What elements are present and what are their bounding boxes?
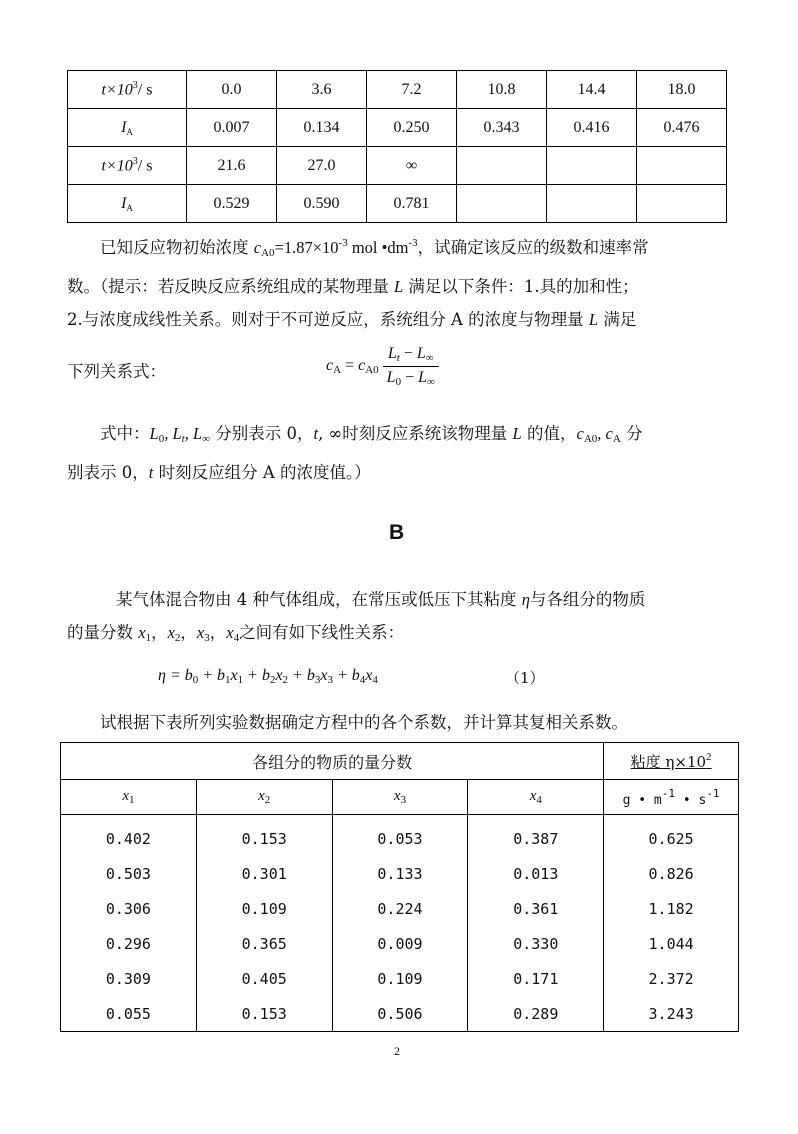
subscript: A0: [365, 364, 379, 377]
table-cell: 0.590: [277, 185, 367, 223]
viscosity-cell: 0.826: [604, 856, 739, 891]
viscosity-cell: 1.182: [604, 891, 739, 926]
group-header: 各组分的物质的量分数: [61, 743, 604, 780]
subscript: 1: [237, 674, 244, 686]
text: 的值，: [521, 424, 577, 443]
text: 满足: [598, 310, 637, 329]
separator: ，: [180, 623, 197, 642]
table-row: [68, 147, 727, 185]
symbol-t: t: [148, 463, 154, 482]
table-cell: 0.416: [547, 109, 637, 147]
subscript: 2: [282, 674, 289, 686]
subscript: 2: [269, 674, 276, 686]
equals-sign: =: [341, 357, 359, 375]
text: 满足以下条件：1.具的加和性；: [403, 277, 639, 296]
symbol-c: c: [326, 357, 334, 375]
symbol-explanation-paragraph: [67, 417, 737, 489]
text: 与各组分的物质: [529, 590, 646, 609]
subscript: A: [333, 364, 342, 377]
symbol-L: L: [418, 369, 427, 386]
symbol-x: x: [320, 667, 328, 684]
exponent: -3: [408, 237, 418, 249]
symbol-L: L: [394, 277, 404, 296]
table-row: [61, 961, 739, 996]
equation-number: （1）: [505, 669, 545, 687]
unit-text: g • m: [622, 792, 662, 808]
minus: −: [399, 345, 417, 362]
mole-fraction-cell: 0.306: [61, 891, 197, 926]
fraction: [383, 345, 439, 388]
text: 分别表示 0，: [209, 424, 314, 443]
table-cell: [457, 147, 547, 185]
subscript: ∞: [427, 376, 435, 388]
mole-fraction-cell: 0.109: [332, 961, 468, 996]
mole-fraction-cell: 0.171: [468, 961, 604, 996]
subscript: 1: [225, 674, 231, 686]
ia-label: I: [121, 194, 127, 212]
mole-fraction-cell: 0.309: [61, 961, 197, 996]
subscript: t: [396, 352, 400, 364]
viscosity-header: [604, 743, 739, 780]
table-cell: 27.0: [277, 147, 367, 185]
viscosity-header-text: 粘度 η×10: [630, 752, 707, 771]
symbol-x: x: [122, 788, 129, 804]
mole-fraction-cell: 0.109: [196, 891, 332, 926]
symbol-L: L: [387, 345, 397, 362]
mole-fraction-cell: 0.153: [196, 815, 332, 857]
text: 式中：: [100, 424, 150, 443]
symbol-L: , L: [164, 424, 182, 443]
term: + b: [198, 667, 226, 684]
subscript: 4: [536, 794, 542, 806]
subscript: 4: [233, 632, 240, 644]
symbol-x: x: [226, 623, 234, 642]
time-header: [68, 147, 187, 185]
exponent: 3: [132, 155, 138, 167]
page-number: 2: [394, 1044, 400, 1058]
table-cell: 3.6: [277, 71, 367, 109]
unit: / s: [137, 81, 153, 99]
symbol-t: t: [313, 424, 319, 443]
symbol-L: , L: [184, 424, 203, 443]
table-cell: [547, 185, 637, 223]
text: 下列关系式：: [67, 362, 166, 381]
separator: ，: [209, 623, 227, 642]
table-cell: 7.2: [367, 71, 457, 109]
subscript: 3: [327, 674, 333, 686]
symbol-c: c: [576, 424, 584, 443]
symbol-c: , c: [597, 424, 613, 443]
viscosity-cell: 0.625: [604, 815, 739, 857]
table-cell: 18.0: [637, 71, 727, 109]
term: + b: [332, 667, 360, 684]
table-cell: 0.0: [187, 71, 277, 109]
table-row: [68, 109, 727, 147]
symbol-c: c: [253, 238, 262, 257]
mole-fraction-cell: 0.053: [332, 815, 468, 857]
viscosity-cell: 2.372: [604, 961, 739, 996]
mole-fraction-cell: 0.405: [196, 961, 332, 996]
symbol-c: c: [358, 357, 366, 375]
mixture-description-paragraph: [67, 583, 737, 655]
given-conditions-paragraph: [67, 227, 737, 336]
table-cell: 0.529: [187, 185, 277, 223]
text: 2.与浓度成线性关系。则对于不可逆反应，系统组分 A 的浓度与物理量: [67, 310, 589, 329]
mole-fraction-cell: 0.055: [61, 996, 197, 1032]
subscript: A0: [261, 247, 275, 259]
table-row: [68, 185, 727, 223]
subscript: 4: [359, 674, 366, 686]
ia-header: [68, 185, 187, 223]
column-header-x4: [468, 780, 604, 815]
table-row: [68, 71, 727, 109]
subscript: A: [126, 202, 133, 213]
exponent: 3: [132, 79, 138, 91]
subscript: 0: [395, 376, 402, 388]
symbol-eta: η: [521, 590, 530, 609]
symbol-x: x: [167, 623, 175, 642]
mole-fraction-cell: 0.296: [61, 926, 197, 961]
subscript: 0: [158, 433, 165, 445]
mole-fraction-cell: 0.402: [61, 815, 197, 857]
ia-header: [68, 109, 187, 147]
unit: mol •dm: [347, 238, 409, 257]
table-row: [61, 996, 739, 1032]
separator: ，: [151, 623, 168, 642]
table-cell: 0.781: [367, 185, 457, 223]
viscosity-unit: [604, 780, 739, 815]
symbol-x: x: [230, 667, 238, 684]
symbol-x: x: [275, 667, 283, 684]
symbol-L: L: [512, 424, 522, 443]
text: 别表示 0，: [67, 463, 149, 482]
text: 分: [620, 424, 643, 443]
table-cell: 0.007: [187, 109, 277, 147]
table-cell: 0.134: [277, 109, 367, 147]
term: η = b: [158, 667, 193, 684]
text: 时刻反应组分 A 的浓度值。）: [153, 463, 371, 482]
table-cell: [637, 185, 727, 223]
viscosity-data-table: [60, 742, 739, 1032]
mole-fraction-cell: 0.013: [468, 856, 604, 891]
table-cell: 21.6: [187, 147, 277, 185]
subscript: 0: [192, 674, 199, 686]
term: + b: [243, 667, 270, 684]
subscript: 3: [204, 632, 210, 644]
concentration-value: =1.87×10: [274, 238, 339, 257]
symbol-x: x: [196, 623, 205, 642]
table-cell: 14.4: [547, 71, 637, 109]
time-label: t×10: [101, 81, 133, 99]
symbol-L: L: [386, 369, 396, 386]
subscript: 3: [400, 794, 407, 806]
unit-text: • s: [675, 792, 707, 808]
symbol-x: x: [529, 788, 537, 804]
subscript: ∞: [202, 433, 210, 445]
symbol-x: x: [393, 788, 401, 804]
text: 的量分数: [67, 623, 139, 642]
text: , ∞时刻反应系统该物理量: [318, 424, 513, 443]
mole-fraction-cell: 0.009: [332, 926, 468, 961]
table-row: [61, 815, 739, 857]
subscript: t: [181, 433, 185, 445]
subscript: A: [126, 126, 133, 137]
mole-fraction-cell: 0.153: [196, 996, 332, 1032]
table-cell: 10.8: [457, 71, 547, 109]
subscript: 1: [128, 794, 135, 806]
mole-fraction-cell: 0.330: [468, 926, 604, 961]
symbol-L: L: [588, 310, 599, 329]
table-row: [61, 856, 739, 891]
numerator: [383, 345, 439, 367]
text: 已知反应物初始浓度: [100, 238, 254, 257]
mole-fraction-cell: 0.361: [468, 891, 604, 926]
subscript: A0: [583, 433, 598, 445]
symbol-L: L: [149, 424, 159, 443]
task-instruction: 试根据下表所列实验数据确定方程中的各个系数，并计算其复相关系数。: [100, 713, 628, 732]
exponent: -1: [661, 786, 675, 800]
text: 数。（提示：若反映反应系统组成的某物理量: [67, 277, 394, 296]
symbol-x: x: [365, 667, 373, 684]
minus: −: [401, 369, 419, 386]
text: 之间有如下线性关系：: [239, 623, 405, 642]
subscript: ∞: [425, 352, 434, 364]
mole-fraction-cell: 0.133: [332, 856, 468, 891]
mole-fraction-cell: 0.365: [196, 926, 332, 961]
subscript: 3: [314, 674, 321, 686]
table-cell: [547, 147, 637, 185]
viscosity-equation: [158, 667, 378, 686]
mole-fraction-cell: 0.387: [468, 815, 604, 857]
mole-fraction-cell: 0.301: [196, 856, 332, 891]
mole-fraction-cell: 0.503: [61, 856, 197, 891]
exponent: -3: [338, 237, 348, 249]
denominator: [383, 367, 439, 388]
symbol-x: x: [138, 623, 146, 642]
subscript: A: [612, 433, 621, 445]
table-cell: 0.250: [367, 109, 457, 147]
kinetics-data-table: [67, 70, 727, 223]
subscript: 2: [264, 794, 271, 806]
symbol-x: x: [258, 788, 265, 804]
column-header-x2: [196, 780, 332, 815]
table-cell: 0.343: [457, 109, 547, 147]
table-cell: [457, 185, 547, 223]
ia-label: I: [121, 118, 127, 136]
exponent: 2: [706, 750, 712, 763]
table-cell: 0.476: [637, 109, 727, 147]
symbol-L: L: [416, 345, 426, 362]
subscript: 1: [145, 632, 152, 644]
concentration-formula: [326, 345, 439, 388]
time-label: t×10: [101, 157, 133, 175]
term: + b: [288, 667, 315, 684]
table-cell: ∞: [367, 147, 457, 185]
viscosity-cell: 3.243: [604, 996, 739, 1032]
exponent: -1: [706, 786, 720, 800]
column-header-x1: [61, 780, 197, 815]
text: 某气体混合物由 4 种气体组成，在常压或低压下其粘度: [116, 590, 522, 609]
column-header-x3: [332, 780, 468, 815]
table-row: [61, 926, 739, 961]
text: ，试确定该反应的级数和速率常: [417, 238, 649, 257]
mole-fraction-cell: 0.506: [332, 996, 468, 1032]
subscript: 2: [174, 632, 181, 644]
subscript: 4: [372, 674, 378, 686]
table-row: [61, 891, 739, 926]
mole-fraction-cell: 0.224: [332, 891, 468, 926]
table-cell: [637, 147, 727, 185]
mole-fraction-cell: 0.289: [468, 996, 604, 1032]
viscosity-cell: 1.044: [604, 926, 739, 961]
time-header: [68, 71, 187, 109]
section-heading: B: [389, 521, 405, 544]
unit: / s: [137, 157, 153, 175]
